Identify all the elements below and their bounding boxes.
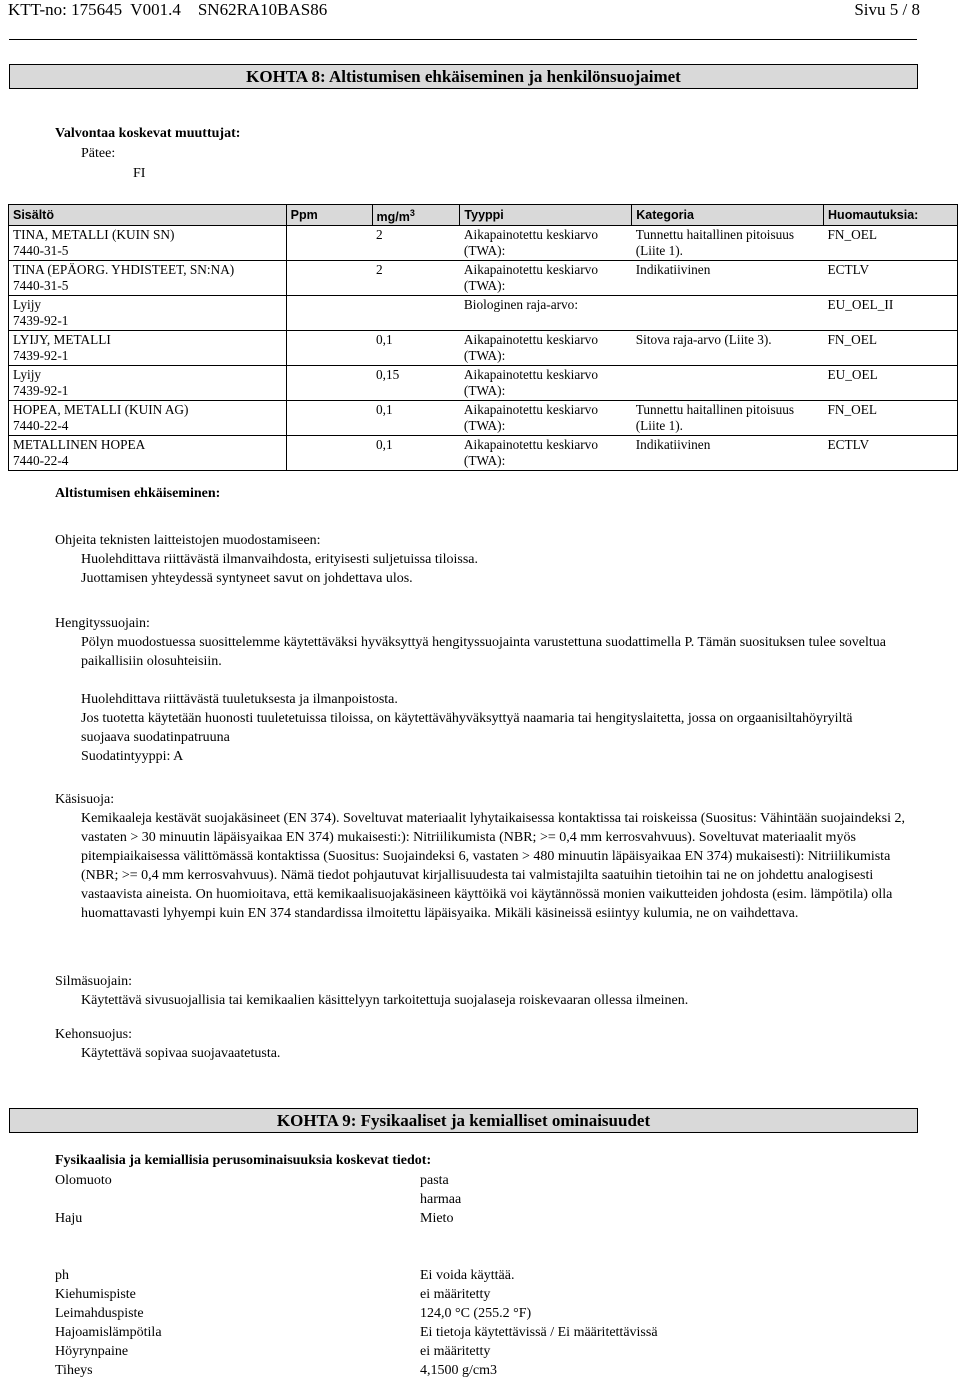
mg-cell: 2 <box>372 261 460 296</box>
col-type: Tyyppi <box>460 205 632 226</box>
table-row <box>9 436 958 471</box>
eye-protection <box>55 972 915 1010</box>
substance-name: HOPEA, METALLI (KUIN AG) <box>13 402 189 418</box>
notes-cell: ECTLV <box>824 261 958 296</box>
mg-cell: 2 <box>372 226 460 261</box>
document-id: KTT-no: 175645 V001.4 SN62RA10BAS86 <box>8 0 328 19</box>
engineering-text-2: Juottamisen yhteydessä syntyneet savut on johdettava ulos. <box>81 571 413 586</box>
property-name: Hajoamislämpötila <box>55 1325 162 1340</box>
engineering-controls <box>55 531 915 588</box>
cas-number: 7440-31-5 <box>13 278 69 294</box>
substance-cell <box>9 401 287 436</box>
substance-name: Lyijy <box>13 367 42 383</box>
country-code: FI <box>133 166 146 181</box>
properties-heading: Fysikaalisia ja kemiallisia perusominaisuuksia koskevat tiedot: <box>55 1153 432 1168</box>
property-value: harmaa <box>420 1192 462 1207</box>
body-protection <box>55 1025 915 1063</box>
filter-type: Suodatintyyppi: A <box>81 749 184 764</box>
notes-cell: ECTLV <box>824 436 958 471</box>
applies-label: Pätee: <box>81 146 116 161</box>
property-name: ph <box>55 1268 69 1283</box>
col-content: Sisältö <box>9 205 287 226</box>
ppm-cell <box>286 366 372 401</box>
property-name: Haju <box>55 1211 83 1226</box>
ppm-cell <box>286 226 372 261</box>
substance-cell <box>9 296 287 331</box>
property-value: 124,0 °C (255.2 °F) <box>420 1306 532 1321</box>
type-cell: Aikapainotettu keskiarvo (TWA): <box>460 261 632 296</box>
hand-protection <box>55 790 915 923</box>
category-cell: Sitova raja-arvo (Liite 3). <box>632 331 824 366</box>
respiratory-text-1: Pölyn muodostuessa suosittelemme käytettäväksi hyväksyttyä hengityssuojainta varustettuna suodattimella P. Tämän suosituksen tulee soveltua paikallisiin olosuhteisiin. <box>81 635 887 669</box>
property-value: pasta <box>420 1173 449 1188</box>
cas-number: 7440-22-4 <box>13 453 69 469</box>
substance-name: TINA (EPÄORG. YHDISTEET, SN:NA) <box>13 262 235 278</box>
respiratory-protection <box>55 614 915 766</box>
substance-cell <box>9 331 287 366</box>
substance-name: TINA, METALLI (KUIN SN) <box>13 227 175 243</box>
engineering-label: Ohjeita teknisten laitteistojen muodostamiseen: <box>55 533 321 548</box>
respiratory-text-2: Huolehdittava riittävästä tuuletuksesta ja ilmanpoistosta. <box>81 692 398 707</box>
cas-number: 7439-92-1 <box>13 313 69 329</box>
cas-number: 7440-31-5 <box>13 243 69 259</box>
body-text: Käytettävä sopivaa suojavaatetusta. <box>81 1046 281 1061</box>
table-row <box>9 226 958 261</box>
category-cell <box>632 366 824 401</box>
exposure-limits-table <box>8 204 958 471</box>
ppm-cell <box>286 401 372 436</box>
col-category: Kategoria <box>632 205 824 226</box>
substance-name: Lyijy <box>13 297 42 313</box>
category-cell <box>632 296 824 331</box>
notes-cell: EU_OEL_II <box>824 296 958 331</box>
page-header <box>8 0 920 22</box>
property-value: ei määritetty <box>420 1287 491 1302</box>
notes-cell: FN_OEL <box>824 401 958 436</box>
property-value: Ei tietoja käytettävissä / Ei määritettävissä <box>420 1325 658 1340</box>
notes-cell: EU_OEL <box>824 366 958 401</box>
cas-number: 7439-92-1 <box>13 383 69 399</box>
table-header-row <box>9 205 958 226</box>
control-parameters-heading: Valvontaa koskevat muuttujat: <box>55 126 241 141</box>
cas-number: 7440-22-4 <box>13 418 69 434</box>
col-mgm3: $mg/m^3$ <box>372 205 460 226</box>
eye-text: Käytettävä sivusuojallisia tai kemikaalien käsittelyyn tarkoitettuja suojalaseja roiskevaaran ollessa ilmeinen. <box>81 993 689 1008</box>
table-row <box>9 261 958 296</box>
hand-text: Kemikaaleja kestävät suojakäsineet (EN 374). Soveltuvat materiaalit lyhytaikaisessa kontaktissa tai roiskeissa (Suositus: Vähintään suojaindeksi 2, vastaten > 30 minuutin läpäisyaikaa EN 374) mukaisesti:): Nitriilikumista (NBR; >= 0,4 mm kerrosvahvuus). Soveltuvat materiaalit myös pitempiaikaisessa välittömässä kontaktissa (Suositus: Suojaindeksi 6, vastaten > 480 minuutin läpäisyaikaa EN 374) mukaisesti): Nitriilikumista (NBR; >= 0,4 mm kerrosvahvuus). Nämä tiedot pohjautuvat kirjallisuudesta tai valmistajilta saatuihin tietoihin tai ne on johdettu analogisesti vastaavista aineista. On huomioitava, että kemikaalisuojakäsineen käyttöikä voi käytännössä monien vaikutteiden johdosta (esim. lämpötila) olla huomattavasti lyhyempi kuin EN 374 standardissa ilmoitettu läpäisyaika. Mikäli käsineissä esiintyy kulumia, ne on vaihdettava. <box>81 811 905 921</box>
ppm-cell <box>286 436 372 471</box>
respiratory-label: Hengityssuojain: <box>55 616 150 631</box>
type-cell: Aikapainotettu keskiarvo (TWA): <box>460 436 632 471</box>
body-label: Kehonsuojus: <box>55 1027 132 1042</box>
category-cell: Indikatiivinen <box>632 261 824 296</box>
type-cell: Biologinen raja-arvo: <box>460 296 632 331</box>
section-9-title: KOHTA 9: Fysikaaliset ja kemialliset ominaisuudet <box>9 1108 918 1133</box>
property-name: Olomuoto <box>55 1173 112 1188</box>
type-cell: Aikapainotettu keskiarvo (TWA): <box>460 331 632 366</box>
table-row <box>9 366 958 401</box>
mg-cell: 0,1 <box>372 436 460 471</box>
eye-label: Silmäsuojain: <box>55 974 132 989</box>
header-divider <box>9 39 917 40</box>
property-value: 4,1500 g/cm3 <box>420 1363 497 1378</box>
substance-cell <box>9 366 287 401</box>
property-name: Höyrynpaine <box>55 1344 129 1359</box>
table-row <box>9 296 958 331</box>
col-ppm: Ppm <box>286 205 372 226</box>
notes-cell: FN_OEL <box>824 226 958 261</box>
col-notes: Huomautuksia: <box>824 205 958 226</box>
mg-cell: 0,15 <box>372 366 460 401</box>
mg-cell <box>372 296 460 331</box>
property-name: Tiheys <box>55 1363 93 1378</box>
notes-cell: FN_OEL <box>824 331 958 366</box>
table-row <box>9 401 958 436</box>
category-cell: Tunnettu haitallinen pitoisuus (Liite 1). <box>632 226 824 261</box>
category-cell: Indikatiivinen <box>632 436 824 471</box>
hand-label: Käsisuoja: <box>55 792 115 807</box>
ppm-cell <box>286 261 372 296</box>
exposure-controls-heading: Altistumisen ehkäiseminen: <box>55 486 221 501</box>
page-number: Sivu 5 / 8 <box>854 0 920 19</box>
property-name: Kiehumispiste <box>55 1287 136 1302</box>
property-value: ei määritetty <box>420 1344 491 1359</box>
substance-name: LYIJY, METALLI <box>13 332 111 348</box>
substance-cell <box>9 226 287 261</box>
engineering-text-1: Huolehdittava riittävästä ilmanvaihdosta, erityisesti suljetuissa tiloissa. <box>81 552 478 567</box>
substance-name: METALLINEN HOPEA <box>13 437 146 453</box>
property-name: Leimahduspiste <box>55 1306 144 1321</box>
table-row <box>9 331 958 366</box>
cas-number: 7439-92-1 <box>13 348 69 364</box>
ppm-cell <box>286 331 372 366</box>
type-cell: Aikapainotettu keskiarvo (TWA): <box>460 366 632 401</box>
substance-cell <box>9 261 287 296</box>
section-8-title: KOHTA 8: Altistumisen ehkäiseminen ja henkilönsuojaimet <box>9 64 918 89</box>
property-value: Mieto <box>420 1211 454 1226</box>
category-cell: Tunnettu haitallinen pitoisuus (Liite 1). <box>632 401 824 436</box>
substance-cell <box>9 436 287 471</box>
property-value: Ei voida käyttää. <box>420 1268 515 1283</box>
respiratory-text-3: Jos tuotetta käytetään huonosti tuuletetuissa tiloissa, on käytettävähyväksyttyä naamaria tai hengityslaitetta, jossa on orgaanisiltahöyryiltä suojaava suodatinpatruuna <box>81 711 853 745</box>
type-cell: Aikapainotettu keskiarvo (TWA): <box>460 401 632 436</box>
type-cell: Aikapainotettu keskiarvo (TWA): <box>460 226 632 261</box>
mg-cell: 0,1 <box>372 331 460 366</box>
mg-cell: 0,1 <box>372 401 460 436</box>
ppm-cell <box>286 296 372 331</box>
